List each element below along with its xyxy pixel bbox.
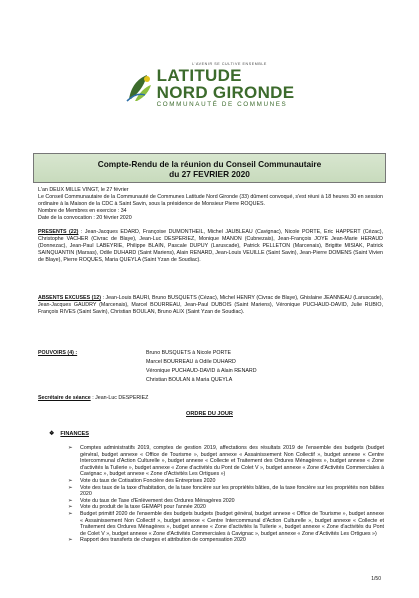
page-number: 1/50 (371, 576, 381, 582)
title-line2: du 27 FEVRIER 2020 (169, 169, 250, 179)
pouvoir-item: Christian BOULAN à Maria QUEYLA (146, 377, 233, 383)
secretaire-label: Secrétaire de séance (38, 395, 91, 401)
absents-block (38, 295, 383, 316)
diamond-bullet-icon: ❖ (49, 431, 55, 437)
agenda-item: ➢ Budget primitif 2020 de l'ensemble des budgets budgets (budget général, budget annexe « Office de Tourisme », budget annexe « Assainissement Non Collectif », budget annexe « Centre Intercommunal d'Action Culturelle », budget annexe « Collecte et Traitement des Ordures Ménagères », budget annexe « Zone d'activités la Tuilerie », budget annexe « Zone d'activités du Pont de Colet V », budget annexe « Zone d'Activités Commerciales à Cavignac », budget annexe « Zone d'Activités Les Ortigues ») (68, 510, 384, 537)
ordre-du-jour-heading: ORDRE DU JOUR (186, 411, 233, 417)
pouvoirs-label: POUVOIRS (4) : (38, 350, 78, 356)
agenda-item: ➢ Vote du taux de Taxe d'Enlèvement des Ordures Ménagères 2020 (68, 497, 235, 504)
secretaire-block (38, 395, 148, 401)
intro-date: L'an DEUX MILLE VINGT, le 27 février (38, 187, 129, 193)
latitude-logo (0, 62, 419, 108)
title-line1: Compte-Rendu de la réunion du Conseil Communautaire (97, 159, 322, 169)
agenda-item: ➢ Vote des taux de la taxe d'habitation, de la taxe foncière sur les propriétés bâties, de la taxe foncière sur les propriétés non bâties 2020 (68, 484, 384, 498)
agenda-item: ➢ Comptes administratifs 2019, comptes de gestion 2019, affectations des résultats 2019 de l'ensemble des budgets (budget général, budget annexe « Office de Tourisme », budget annexe « Assainissement Non Collectif », budget annexe « Centre Intercommunal d'Action Culturelle », budget annexe « Collecte et Traitement des Ordures Ménagères », budget annexe « Zone d'activités la Tuilerie », budget annexe « Zone d'activités du Pont de Colet V », budget annexe « Zone d'Activités Commerciales à Cavignac », budget annexe « Zone d'Activités Les Ortigues ») (68, 445, 384, 478)
arrow-bullet-icon: ➢ (68, 484, 73, 491)
logo-line3: COMMUNAUTÉ DE COMMUNES (156, 101, 288, 108)
intro-convocation: Le Conseil Communautaire de la Communauté de Communes Latitude Nord Gironde (33) dûment convoqué, s'est réuni à 18 heures 30 en session ordinaire à la Maison de la CDC à Saint Savin, sous la présidence de Monsieur Pierre ROQUES. (38, 194, 383, 207)
agenda-item: ➢ Rapport des transferts de charges et attribution de compensation 2020 (68, 537, 246, 544)
intro-members: Nombre de Membres en exercice : 34 (38, 208, 127, 214)
logo-leaf-icon (125, 73, 153, 103)
arrow-bullet-icon: ➢ (68, 537, 73, 544)
logo-line2: NORD GIRONDE (156, 83, 295, 102)
document-title-box (33, 153, 386, 183)
presents-block (38, 229, 383, 264)
logo-line1: LATITUDE (156, 66, 242, 85)
agenda-item: ➢ Vote du taux de Cotisation Foncière des Entreprises 2020 (68, 477, 216, 484)
presents-text: : Jean-Jacques EDARD, Françoise DUMONTHEIL, Michel JAUBLEAU (Cavignac), Nicole PORTE, Eric HAPPERT (Cézac), Christophe VACHER (Civrac de Blaye), Jean-Luc DESPERIEZ, Monique MANON (Cubnezais), Jean-François JOYE Jean-Marie HERAUD (Donnezac), Jean-Paul LABEYRIE, Philippe BLAIN, Pascale DUPUY (Laruscade), Patrick PELLETON (Marcenais), Brigitte MISIAK, Patrick SAINQUANTIN (Marsas), Odile DUHARD (Saint Mariens), Alain RENARD, Jean-Louis VEUILLE (Saint Savin), Jean-Pierre DOMENS (Saint Vivien de Blaye), Pierre ROQUES, Maria QUEYLA (Saint Yzan de Soudiac). (38, 229, 383, 263)
intro-date-convocation: Date de la convocation : 20 février 2020 (38, 215, 132, 221)
arrow-bullet-icon: ➢ (68, 497, 73, 504)
absents-label: ABSENTS EXCUSES (12) (38, 295, 102, 301)
arrow-bullet-icon: ➢ (68, 477, 73, 484)
pouvoir-item: Bruno BUSQUETS à Nicole PORTE (146, 350, 231, 356)
secretaire-value: : Jean-Luc DESPERIEZ (90, 395, 149, 401)
agenda-item: ➢ Vote du produit de la taxe GEMAPI pour l'année 2020 (68, 504, 206, 511)
logo-tagline: L'AVENIR SE CULTIVE ENSEMBLE (192, 62, 267, 66)
arrow-bullet-icon: ➢ (68, 504, 73, 511)
arrow-bullet-icon: ➢ (68, 510, 73, 517)
finances-section-heading (49, 430, 89, 437)
agenda-items (68, 445, 384, 544)
arrow-bullet-icon: ➢ (68, 445, 73, 451)
pouvoir-item: Véronique PUCHAUD-DAVID à Alain RENARD (146, 368, 257, 374)
intro-block (38, 187, 383, 222)
pouvoir-item: Marcel BOURREAU à Odile DUHARD (146, 359, 236, 365)
absents-text: : Jean-Louis BAURI, Bruno BUSQUETS (Cézac), Michel HENRY (Civrac de Blaye), Ghislaine JEANNEAU (Laruscade), Jean-Jacques GAUDRY (Marcenais), Marcel BOURREAU, Jean-Paul DUBOIS (Saint Mariens), Véronique PUCHAUD-DAVID, Julie RUBIO, François RIVES (Saint Savin), Christian BOULAN, Bruno ALIX (Saint Yzan de Soudiac). (38, 295, 383, 315)
presents-label: PRESENTS (22) (38, 229, 79, 235)
finances-label: FINANCES (60, 431, 89, 437)
